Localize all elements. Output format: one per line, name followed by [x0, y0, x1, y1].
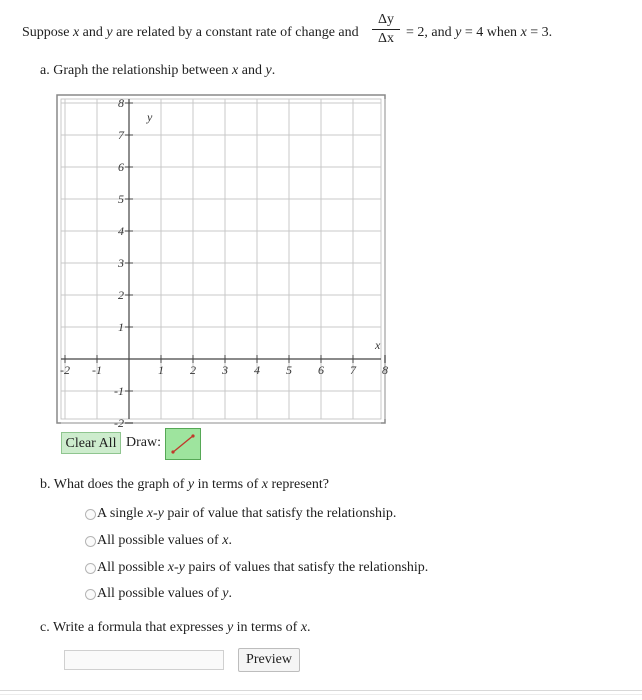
var-x: x: [72, 25, 80, 40]
intro-text: = 2, and: [406, 25, 456, 40]
part-c-label: .: [307, 620, 311, 635]
var-y: y: [455, 25, 462, 40]
option-text: All possible: [97, 560, 168, 575]
x-tick-label: 1: [158, 363, 164, 377]
var-x: x: [261, 477, 268, 492]
option-radio[interactable]: [85, 563, 96, 574]
x-tick-label: -2: [60, 363, 70, 377]
y-tick-label: 8: [118, 96, 124, 110]
x-tick-label: 5: [286, 363, 292, 377]
y-tick-label: 6: [118, 160, 124, 174]
x-tick-label: 2: [190, 363, 196, 377]
x-tick-label: 7: [350, 363, 356, 377]
option-label[interactable]: [97, 560, 428, 576]
part-c-prompt: [40, 620, 311, 636]
y-tick-label: 2: [118, 288, 124, 302]
option-text: -: [153, 506, 158, 521]
option-text: A single: [97, 506, 147, 521]
y-tick-label: -1: [114, 384, 124, 398]
var-x: x: [222, 533, 229, 548]
var-y: y: [187, 477, 195, 492]
problem-intro: [22, 25, 359, 41]
part-a-end: .: [271, 63, 276, 78]
line-segment-icon: [166, 429, 200, 459]
x-tick-label: 3: [222, 363, 228, 377]
divider: [0, 694, 642, 695]
option-label[interactable]: [97, 533, 232, 549]
coordinate-graph[interactable]: [55, 93, 395, 431]
option-text: All possible values of: [97, 533, 223, 548]
y-tick-label: 7: [118, 128, 124, 142]
option-text: .: [228, 586, 232, 601]
option-label[interactable]: [97, 586, 232, 602]
preview-button[interactable]: Preview: [238, 648, 300, 672]
var-y: y: [222, 586, 229, 601]
part-b-label: represent?: [267, 477, 329, 492]
var-y: y: [265, 63, 272, 78]
part-a-label: a. Graph the relationship between: [40, 63, 233, 78]
var-x: x: [300, 620, 308, 635]
x-axis-label: x: [375, 338, 381, 352]
part-c-label: in terms of: [233, 620, 301, 635]
intro-text: and: [238, 63, 266, 78]
problem-condition: [406, 25, 552, 41]
intro-text: = 3.: [526, 25, 553, 40]
intro-text: = 4 when: [461, 25, 521, 40]
var-x: x: [520, 25, 527, 40]
y-tick-label: 5: [118, 192, 124, 206]
option-radio[interactable]: [85, 509, 96, 520]
part-b-label: in terms of: [194, 477, 262, 492]
clear-all-button[interactable]: Clear All: [61, 432, 121, 454]
var-y: y: [106, 25, 113, 40]
part-b-prompt: [40, 477, 329, 493]
fraction-denominator: Δx: [377, 31, 394, 46]
var-y: y: [157, 506, 164, 521]
option-text: pair of value that satisfy the relationship.: [163, 506, 397, 521]
draw-line-tool-button[interactable]: [165, 428, 201, 460]
x-tick-label: 4: [254, 363, 260, 377]
part-c-label: c. Write a formula that expresses: [40, 620, 227, 635]
intro-text: and: [79, 25, 107, 40]
x-tick-label: 8: [382, 363, 388, 377]
intro-text: are related by a constant rate of change and: [112, 25, 359, 40]
var-x: x: [232, 63, 239, 78]
graph-border: [57, 95, 385, 423]
var-y: y: [178, 560, 185, 575]
part-a-prompt: [40, 63, 275, 79]
fraction-bar: [372, 29, 400, 30]
y-tick-label: 4: [118, 224, 124, 238]
y-tick-label: 3: [118, 256, 124, 270]
var-x: x: [146, 506, 153, 521]
var-x: x: [167, 560, 174, 575]
option-label[interactable]: [97, 506, 396, 522]
fraction-numerator: Δy: [377, 12, 394, 27]
x-tick-label: 6: [318, 363, 324, 377]
y-tick-label: -2: [114, 416, 124, 430]
formula-input[interactable]: [64, 650, 224, 670]
y-axis-label: y: [147, 110, 153, 124]
draw-label: Draw:: [126, 435, 161, 450]
var-y: y: [226, 620, 234, 635]
option-text: -: [174, 560, 179, 575]
rate-fraction: [372, 12, 400, 47]
option-radio[interactable]: [85, 536, 96, 547]
x-tick-label: -1: [92, 363, 102, 377]
divider: [0, 690, 642, 691]
part-b-label: b. What does the graph of: [40, 477, 188, 492]
option-text: All possible values of: [97, 586, 223, 601]
y-tick-label: 1: [118, 320, 124, 334]
option-text: pairs of values that satisfy the relationship.: [184, 560, 429, 575]
option-text: .: [228, 533, 232, 548]
intro-text: Suppose: [22, 25, 73, 40]
option-radio[interactable]: [85, 589, 96, 600]
